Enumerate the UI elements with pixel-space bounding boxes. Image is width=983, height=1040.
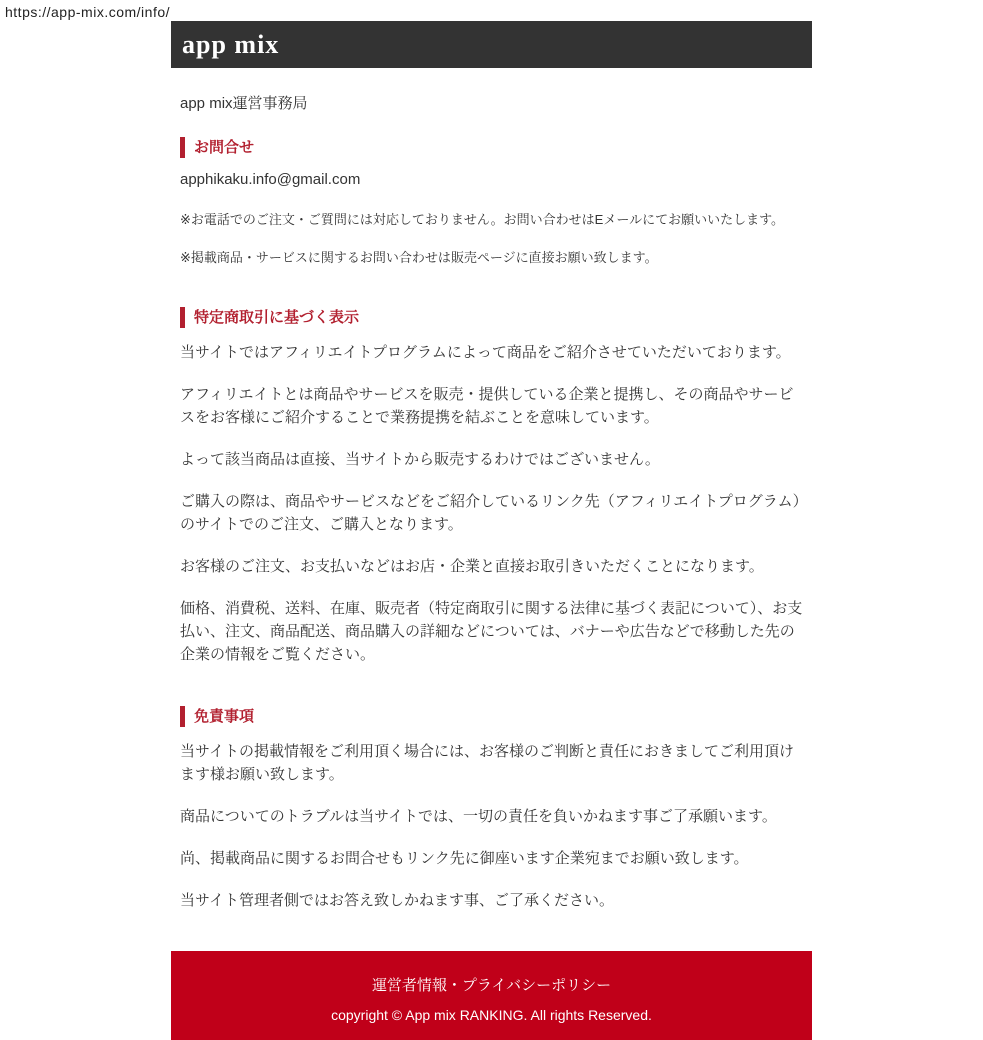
main-content	[171, 92, 812, 912]
section-heading-commercial-transactions: 特定商取引に基づく表示	[180, 307, 803, 328]
commercial-paragraph: 当サイトではアフィリエイトプログラムによって商品をご紹介させていただいております。	[180, 344, 791, 361]
commercial-paragraph: アフィリエイトとは商品やサービスを販売・提供している企業と提携し、その商品やサービスをお客様にご紹介することで業務提携を結ぶことを意味しています。	[180, 386, 794, 426]
contact-email: apphikaku.info@gmail.com	[180, 171, 361, 188]
disclaimer-paragraph: 当サイト管理者側ではお答え致しかねます事、ご了承ください。	[180, 892, 614, 909]
footer-copyright: copyright © App mix RANKING. All rights Reserved.	[331, 1007, 652, 1023]
section-heading-disclaimer: 免責事項	[180, 706, 803, 727]
page-container	[171, 21, 812, 1040]
page-url-label: https://app-mix.com/info/	[5, 4, 171, 20]
commercial-paragraph: お客様のご注文、お支払いなどはお店・企業と直接お取引きいただくことになります。	[180, 558, 764, 575]
operator-name: app mix運営事務局	[180, 95, 308, 112]
site-footer	[171, 951, 812, 1040]
disclaimer-paragraph: 尚、掲載商品に関するお問合せもリンク先に御座います企業宛までお願い致します。	[180, 850, 749, 867]
site-logo-title[interactable]: app mix	[182, 29, 280, 59]
footer-privacy-policy-link[interactable]: 運営者情報・プライバシーポリシー	[371, 977, 612, 994]
contact-note-phone: ※お電話でのご注文・ご質問には対応しておりません。お問い合わせはEメールにてお願いいたします。	[180, 212, 785, 227]
contact-note-products: ※掲載商品・サービスに関するお問い合わせは販売ページに直接お願い致します。	[180, 250, 658, 265]
commercial-paragraph: よって該当商品は直接、当サイトから販売するわけではございません。	[180, 451, 660, 468]
commercial-paragraph: 価格、消費税、送料、在庫、販売者（特定商取引に関する法律に基づく表記について）、お支払い、注文、商品配送、商品購入の詳細などについては、バナーや広告などで移動した先の企業の情報をご覧ください。	[180, 600, 803, 663]
commercial-paragraph: ご購入の際は、商品やサービスなどをご紹介しているリンク先（アフィリエイトプログラム）のサイトでのご注文、ご購入となります。	[180, 493, 801, 533]
disclaimer-paragraph: 当サイトの掲載情報をご利用頂く場合には、お客様のご判断と責任におきましてご利用頂けます様お願い致します。	[180, 743, 794, 783]
disclaimer-paragraph: 商品についてのトラブルは当サイトでは、一切の責任を負いかねます事ご了承願います。	[180, 808, 777, 825]
site-header-bar	[171, 21, 812, 68]
section-heading-contact: お問合せ	[180, 137, 803, 158]
